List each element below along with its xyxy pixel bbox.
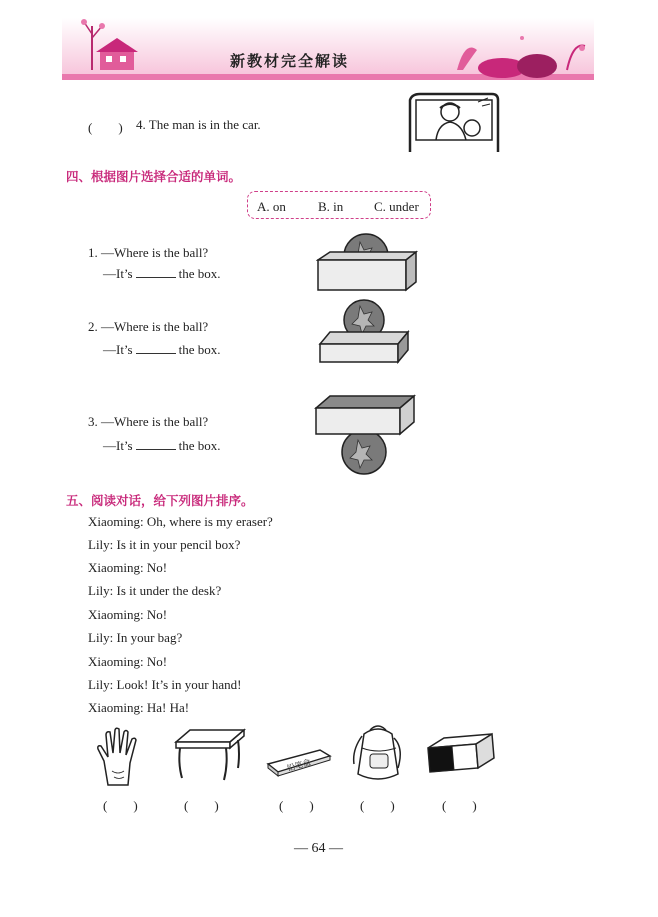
- dialogue-line: Lily: In your bag?: [88, 630, 183, 645]
- answer-blank[interactable]: [136, 342, 176, 354]
- header-banner: [62, 8, 594, 84]
- pencil-box-label: 铅笔盒: [286, 757, 312, 773]
- answer-blank[interactable]: [136, 266, 176, 278]
- bag-icon: [350, 724, 408, 784]
- header-title: 新教材完全解读: [230, 52, 350, 70]
- item-1-answer: —It’s the box.: [103, 266, 221, 281]
- answer-paren[interactable]: ( ): [184, 798, 219, 813]
- answer-paren[interactable]: ( ): [360, 798, 395, 813]
- dialogue-line: Xiaoming: Ha! Ha!: [88, 700, 190, 715]
- desk-icon: [172, 728, 248, 786]
- page-number: — 64 —: [294, 841, 343, 856]
- section-4-title: 四、根据图片选择合适的单词。: [66, 169, 242, 184]
- answer-paren[interactable]: ( ): [88, 120, 123, 135]
- item-3-answer: —It’s the box.: [103, 438, 221, 453]
- option-a: A. on: [257, 199, 286, 214]
- hand-icon: [94, 727, 150, 787]
- item-2-question: 2. —Where is the ball?: [88, 319, 209, 334]
- dialogue-line: Xiaoming: No!: [88, 607, 168, 622]
- ball-in-box-icon: [316, 232, 420, 292]
- dialogue-line: Xiaoming: Oh, where is my eraser?: [88, 514, 273, 529]
- dialogue-line: Lily: Is it in your pencil box?: [88, 537, 241, 552]
- ball-on-box-icon: [316, 298, 412, 368]
- option-b: B. in: [318, 199, 344, 214]
- item-2-answer: —It’s the box.: [103, 342, 221, 357]
- eraser-icon: [424, 732, 496, 776]
- pencil-box-icon: [266, 744, 332, 778]
- man-in-car-icon: [406, 90, 502, 156]
- answer-paren[interactable]: ( ): [442, 798, 477, 813]
- dialogue-line: Xiaoming: No!: [88, 654, 168, 669]
- item-3-question: 3. —Where is the ball?: [88, 414, 209, 429]
- item-1-question: 1. —Where is the ball?: [88, 245, 209, 260]
- option-c: C. under: [374, 199, 419, 214]
- section-5-title: 五、阅读对话，给下列图片排序。: [66, 493, 254, 508]
- answer-paren[interactable]: ( ): [103, 798, 138, 813]
- dialogue-line: Lily: Look! It’s in your hand!: [88, 677, 242, 692]
- dialogue-line: Lily: Is it under the desk?: [88, 583, 222, 598]
- answer-paren[interactable]: ( ): [279, 798, 314, 813]
- ball-under-box-icon: [314, 388, 418, 478]
- answer-blank[interactable]: [136, 438, 176, 450]
- question-text: 4. The man is in the car.: [136, 117, 261, 132]
- dialogue-line: Xiaoming: No!: [88, 560, 168, 575]
